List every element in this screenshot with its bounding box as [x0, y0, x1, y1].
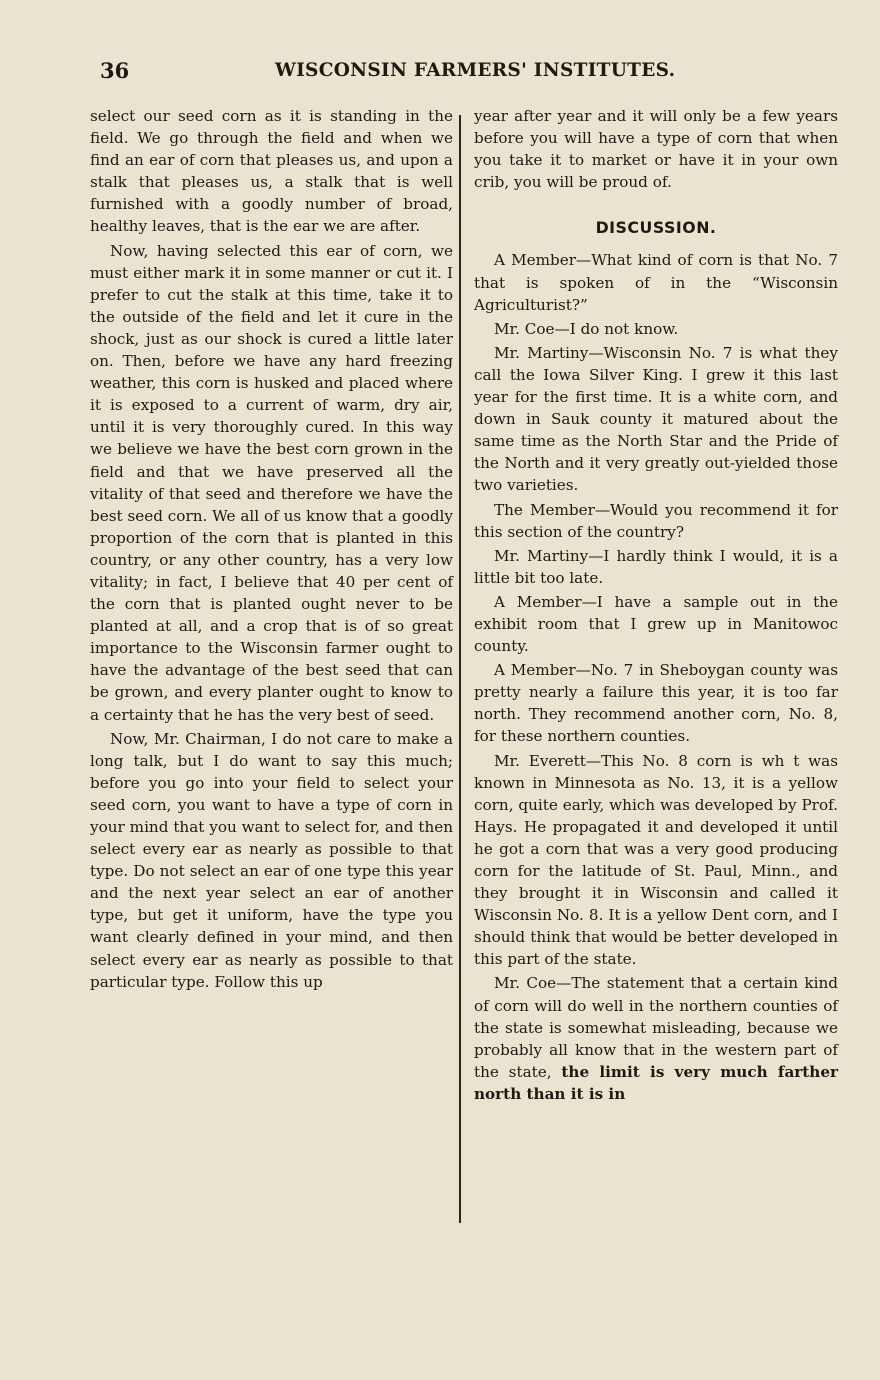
running-title: WISCONSIN FARMERS' INSTITUTES. — [275, 60, 676, 81]
paragraph: year after year and it will only be a few years before you will have a type of corn that when you take it to market or have it in your own crib, you will be proud of. — [474, 107, 838, 192]
right-column — [474, 105, 838, 1107]
column-divider — [459, 115, 461, 1223]
discussion-paragraph: Mr. Martiny—I hardly think I would, it is a little bit too late. — [474, 546, 838, 587]
page-number: 36 — [100, 58, 130, 83]
discussion-paragraph: A Member—What kind of corn is that No. 7 that is spoken of in the “Wisconsin Agriculturist?” — [474, 251, 838, 314]
discussion-paragraph: Mr. Everett—This No. 8 corn is wh t was known in Minnesota as No. 13, it is a yellow corn, quite early, which was developed by Prof. Hays. He propagated it and developed it until he got a corn that was a very good producing corn for the latitude of St. Paul, Minn., and they brought it in Wisconsin and called it Wisconsin No. 8. It is a yellow Dent corn, and I should think that would be better developed in this part of the state. — [474, 751, 838, 969]
paragraph-text: Mr. Coe—The statement that a certain kind of corn will do well in the northern counties of the state is somewhat misleading, because we probably all know that in the western part of the state, — [474, 974, 838, 1081]
bold-text: the limit is very much farther north than it is in — [474, 1062, 839, 1103]
paragraph: select our seed corn as it is standing in the field. We go through the field and when we find an ear of corn that pleases us, and upon a stalk that pleases us, a stalk that is well furnished with a goodly number of broad, healthy leaves, that is the ear we are after. — [90, 107, 453, 236]
paragraph: Now, Mr. Chairman, I do not care to make a long talk, but I do want to say this much; before you go into your field to select your seed corn, you want to have a type of corn in your mind that you want to select for, and then select every ear as nearly as possible to that type. Do not select an ear of one type this year and the next year select an ear of another type, but get it uniform, have the type you want clearly defined in your mind, and then select every ear as nearly as possible to that particular type. Follow this up — [90, 729, 453, 991]
discussion-paragraph: Mr. Coe—I do not know. — [494, 319, 679, 338]
left-column — [90, 105, 453, 995]
discussion-paragraph: A Member—No. 7 in Sheboygan county was pretty nearly a failure this year, it is too far north. They recommend another corn, No. 8, for these northern counties. — [474, 661, 838, 746]
discussion-paragraph: A Member—I have a sample out in the exhibit room that I grew up in Manitowoc county. — [474, 592, 838, 656]
discussion-paragraph: Mr. Martiny—Wisconsin No. 7 is what they call the Iowa Silver King. I grew it this last year for the first time. It is a white corn, and down in Sauk county it matured about the same time as the North Star and the Pride of the North and it very greatly out-yielded those two varieties. — [474, 343, 838, 495]
discussion-paragraph — [474, 972, 838, 1105]
discussion-heading: DISCUSSION. — [595, 218, 717, 238]
paragraph: Now, having selected this ear of corn, we must either mark it in some manner or cut it. I prefer to cut the stalk at this time, take it to the outside of the field and let it cure in the shock, just as our shock is cured a little later on. Then, before we have any hard freezing weather, this corn is husked and placed where it is exposed to a current of warm, dry air, until it is very thoroughly cured. In this way we believe we have the best corn grown in the field and that we have preserved all the vitality of that seed and therefore we have the best seed corn. We all of us know that a goodly proportion of the corn that is planted in this country, or any other country, has a very low vitality; in fact, I believe that 40 per cent of the corn that is planted ought never to be planted at all, and a crop that is of so great importance to the Wisconsin farmer ought to have the advantage of the best seed that can be grown, and every planter ought to know to a certainty that he has the very best of seed. — [90, 241, 453, 724]
discussion-paragraph: The Member—Would you recommend it for this section of the country? — [474, 500, 838, 541]
